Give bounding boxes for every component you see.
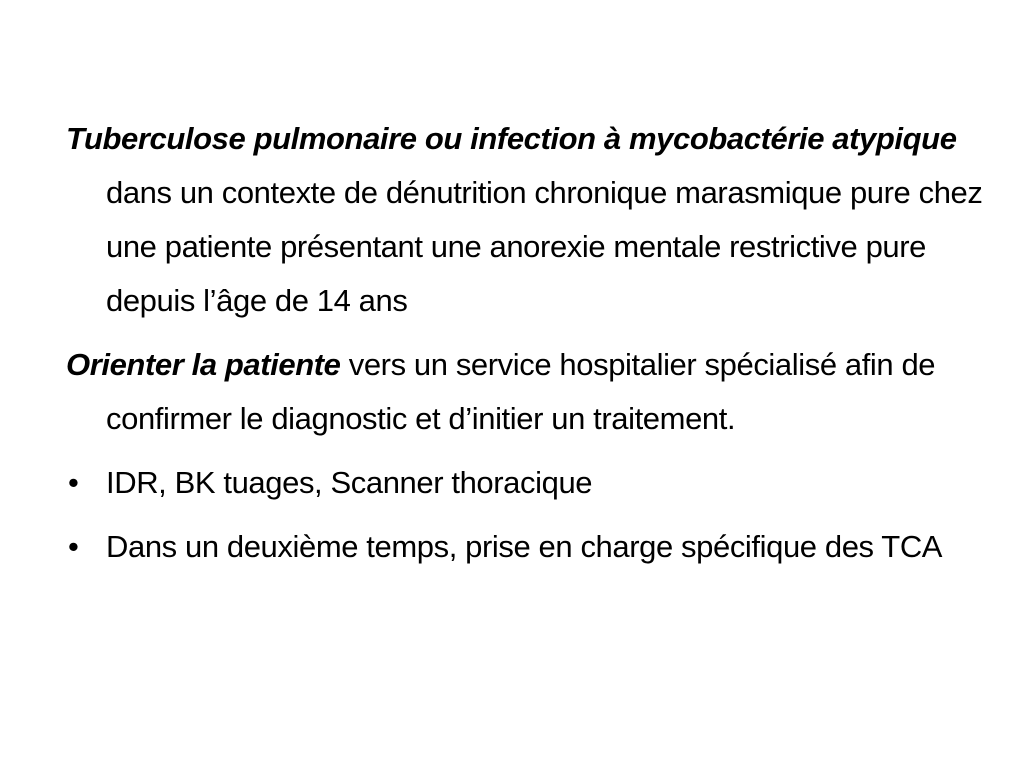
paragraph-orientation-emphasis: Orienter la patiente [66, 347, 341, 382]
paragraph-diagnosis-emphasis: Tuberculose pulmonaire ou infection à mycobactérie atypique [66, 121, 957, 156]
bullet-text-exams: IDR, BK tuages, Scanner thoracique [106, 465, 593, 500]
slide-body [66, 112, 986, 584]
paragraph-orientation-text: vers un service hospitalier spécialisé afin de confirmer le diagnostic et d’initier un traitement. [106, 347, 936, 436]
paragraph-diagnosis-text: dans un contexte de dénutrition chronique marasmique pure chez une patiente présentant une anorexie mentale restrictive pure depuis l’âge de 14 ans [106, 175, 983, 318]
bullet-item-exams [66, 456, 986, 510]
bullet-item-tca [66, 520, 986, 574]
paragraph-diagnosis [66, 112, 986, 328]
paragraph-orientation [66, 338, 986, 446]
bullet-text-tca: Dans un deuxième temps, prise en charge spécifique des TCA [106, 529, 943, 564]
bullet-dot-icon: • [68, 529, 79, 564]
bullet-dot-icon: • [68, 465, 79, 500]
